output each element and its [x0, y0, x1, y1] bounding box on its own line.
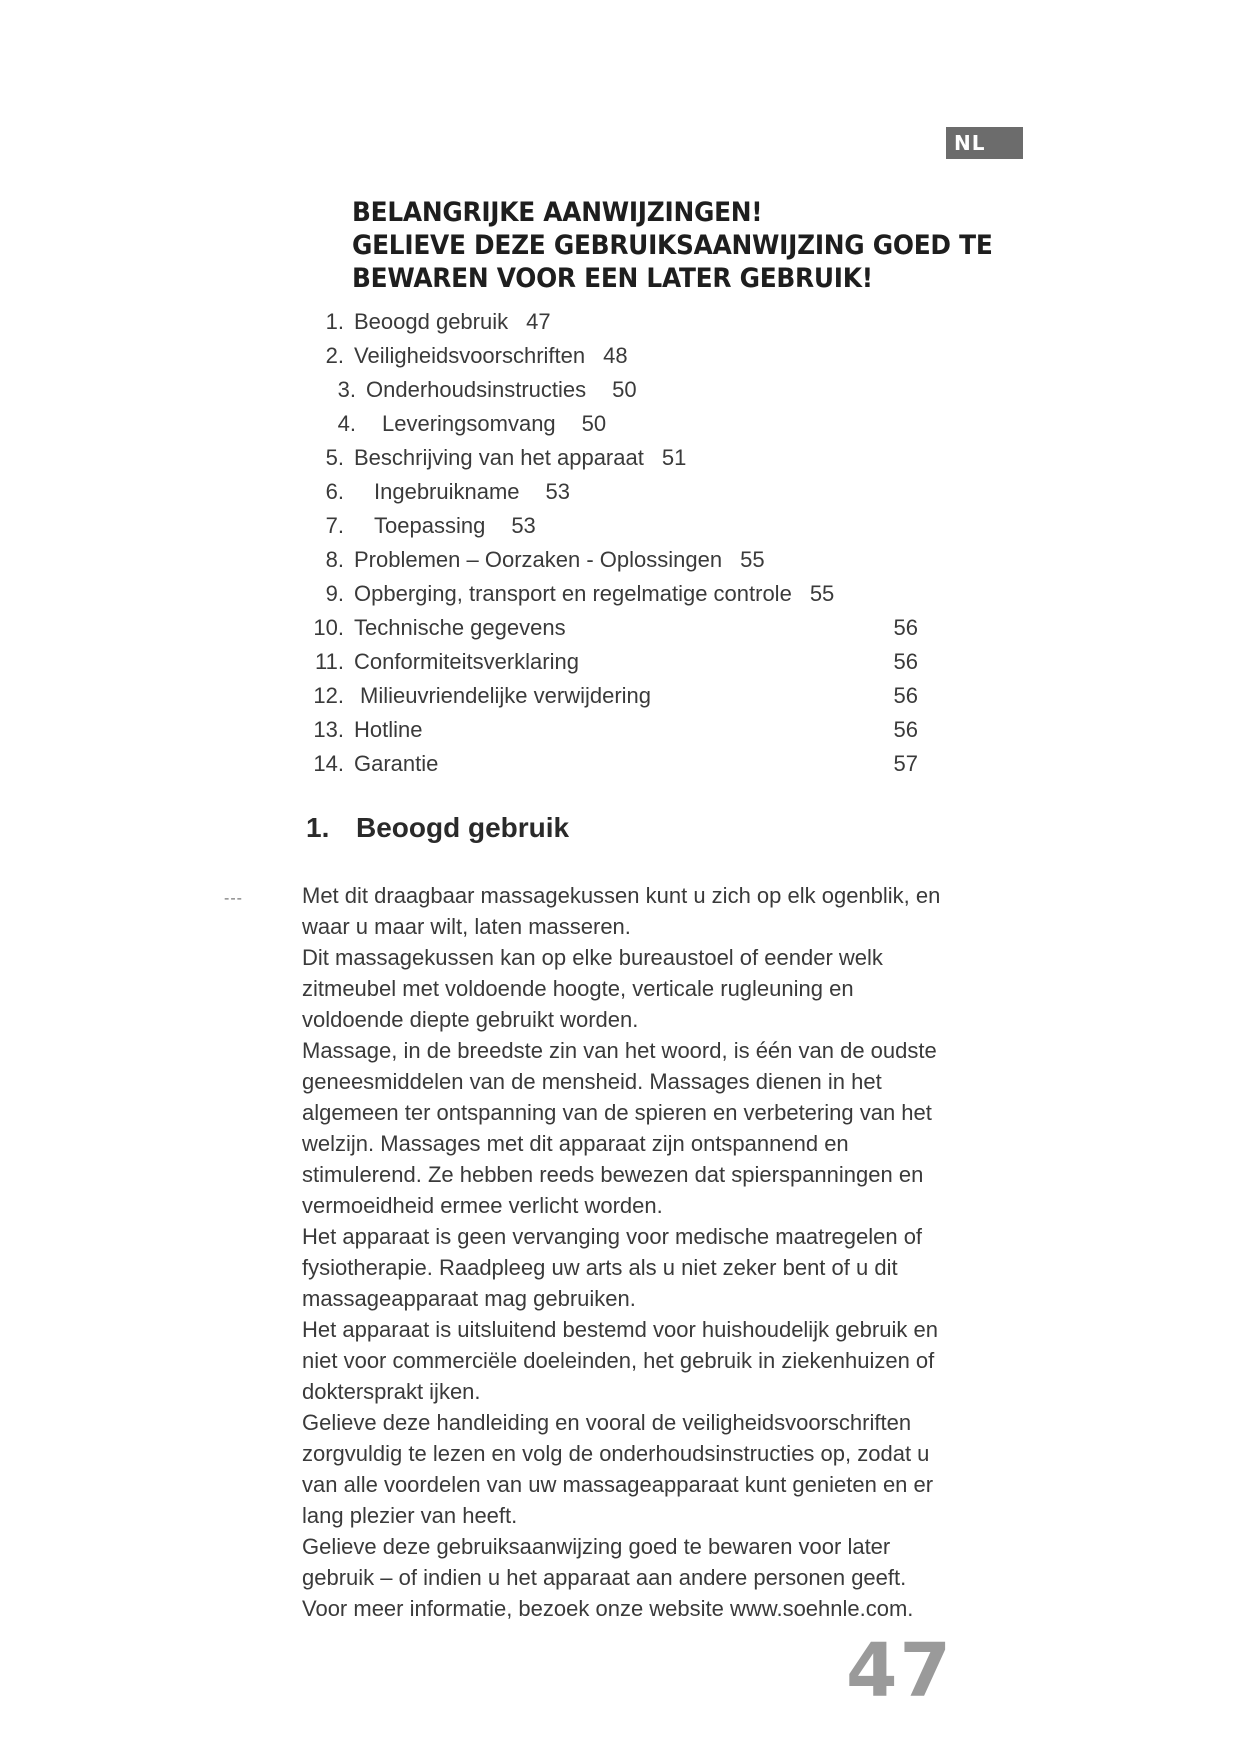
toc-item[interactable]: [300, 577, 940, 611]
toc-number: 2.: [325, 343, 344, 368]
toc-number: 3.: [337, 377, 356, 402]
toc-item[interactable]: [300, 645, 940, 679]
body-paragraph: Massage, in de breedste zin van het woord, is één van de oudste geneesmiddelen van de mensheid. Massages dienen in het algemeen ter ontspanning van de spieren en verbetering van het welzijn. Massages met dit apparaat zijn ontspannend en stimulerend. Ze hebben reeds bewezen dat spierspanningen en vermoeidheid ermee verlicht worden.: [302, 1038, 937, 1218]
toc-number: 8.: [325, 547, 344, 572]
toc-item[interactable]: [300, 611, 940, 645]
toc-item[interactable]: [300, 679, 940, 713]
toc-page: 56: [893, 649, 918, 674]
toc-page: 56: [893, 615, 918, 640]
toc-page: 53: [511, 513, 536, 538]
toc-page: 47: [526, 309, 551, 334]
toc-number: 6.: [325, 479, 344, 504]
toc-number: 1.: [325, 309, 344, 334]
toc-title: Technische gegevens: [354, 615, 566, 640]
toc-number: 11.: [315, 649, 344, 674]
toc-title: Beoogd gebruik: [354, 309, 509, 334]
toc-number: 5.: [325, 445, 344, 470]
toc-page: 55: [809, 581, 835, 606]
toc-number: 10.: [313, 615, 344, 640]
toc-number: 13.: [313, 717, 344, 742]
section-heading: [306, 812, 569, 844]
body-paragraph: Het apparaat is geen vervanging voor medische maatregelen of fysiotherapie. Raadpleeg uw arts als u niet zeker bent of u dit massageapparaat mag gebruiken.: [302, 1224, 923, 1311]
toc-title: Ingebruikname: [374, 479, 520, 504]
toc-page: 51: [661, 445, 687, 470]
body-paragraph: Gelieve deze handleiding en vooral de veiligheidsvoorschriften zorgvuldig te lezen en volg de onderhoudsinstructies op, zodat u van alle voordelen van uw massageapparaat kunt genieten en er lang plezier van heeft.: [302, 1410, 934, 1528]
toc-title: Onderhoudsinstructies: [366, 377, 587, 402]
toc-page: 56: [893, 683, 918, 708]
body-paragraph: Dit massagekussen kan op elke bureaustoel of eender welk zitmeubel met voldoende hoogte, verticale rugleuning en voldoende diepte gebruikt worden.: [302, 945, 883, 1032]
toc-item[interactable]: [300, 373, 940, 407]
table-of-contents: [300, 305, 940, 781]
toc-page: 50: [612, 377, 637, 402]
body-paragraph: Gelieve deze gebruiksaanwijzing goed te bewaren voor later gebruik – of indien u het apparaat aan andere personen geeft. Voor meer informatie, bezoek onze website www.soehnle.com.: [302, 1534, 914, 1621]
section-title: Beoogd gebruik: [356, 812, 570, 843]
important-line: BEWAREN VOOR EEN LATER GEBRUIK!: [352, 263, 873, 294]
toc-item[interactable]: [300, 305, 940, 339]
important-line: BELANGRIJKE AANWIJZINGEN!: [352, 197, 763, 228]
toc-number: 14.: [313, 751, 344, 776]
toc-number: 7.: [325, 513, 344, 538]
toc-title: Conformiteitsverklaring: [354, 649, 579, 674]
toc-item[interactable]: [300, 747, 940, 781]
section-number: 1.: [306, 812, 330, 843]
important-notice: [352, 196, 993, 295]
language-badge: NL: [946, 127, 1023, 159]
toc-page: 55: [740, 547, 765, 572]
toc-number: 4.: [337, 411, 356, 436]
toc-title: Garantie: [354, 751, 439, 776]
body-paragraph: Het apparaat is uitsluitend bestemd voor huishoudelijk gebruik en niet voor commerciële doeleinden, het gebruik in ziekenhuizen of doktersprakt ijken.: [302, 1317, 938, 1404]
important-line: GELIEVE DEZE GEBRUIKSAANWIJZING GOED TE: [352, 230, 993, 261]
toc-item[interactable]: [300, 509, 940, 543]
toc-item[interactable]: [300, 543, 940, 577]
section-body: [302, 880, 942, 1624]
toc-title: Leveringsomvang: [382, 411, 556, 436]
toc-item[interactable]: [300, 407, 940, 441]
toc-title: Beschrijving van het apparaat: [354, 445, 644, 470]
toc-page: 53: [545, 479, 571, 504]
toc-item[interactable]: [300, 441, 940, 475]
toc-number: 9.: [325, 581, 344, 606]
toc-item[interactable]: [300, 475, 940, 509]
page-number: 47: [846, 1628, 953, 1714]
toc-number: 12.: [313, 683, 344, 708]
toc-page: 50: [581, 411, 607, 436]
toc-item[interactable]: [300, 339, 940, 373]
toc-page: 48: [603, 343, 628, 368]
toc-page: 56: [893, 717, 918, 742]
toc-title: Milieuvriendelijke verwijdering: [360, 683, 652, 708]
toc-title: Hotline: [354, 717, 423, 742]
toc-title: Opberging, transport en regelmatige controle: [354, 581, 792, 606]
margin-marker: ---: [224, 890, 243, 907]
toc-title: Veiligheidsvoorschriften: [354, 343, 586, 368]
toc-title: Toepassing: [374, 513, 486, 538]
toc-item[interactable]: [300, 713, 940, 747]
body-paragraph: Met dit draagbaar massagekussen kunt u zich op elk ogenblik, en waar u maar wilt, laten masseren.: [302, 883, 941, 939]
toc-page: 57: [893, 751, 918, 776]
toc-title: Problemen – Oorzaken - Oplossingen: [354, 547, 723, 572]
